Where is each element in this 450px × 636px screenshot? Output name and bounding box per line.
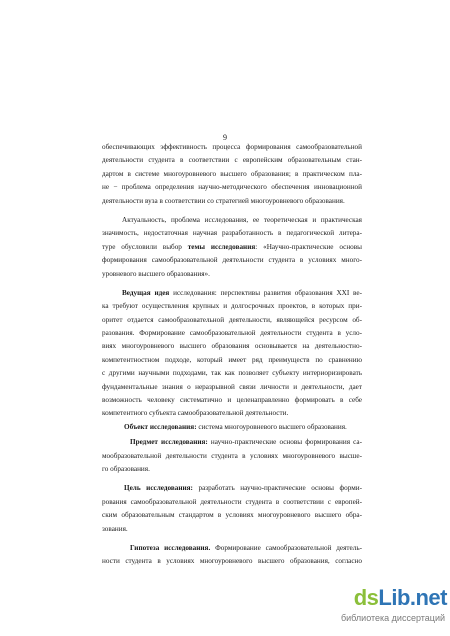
text-line: возможность человеку систематично и целенаправленно формировать в себе <box>102 396 362 405</box>
text-line: Гипотеза исследования. Формирование самообразовательной деятель- <box>130 543 362 552</box>
text-line: разования. Формирование самообразовательной деятельности студента в усло- <box>102 329 362 338</box>
text-line: ским образовательным стандартом в условиях многоуровневого высшего обра- <box>102 511 362 520</box>
text-line: Объект исследования: система многоуровневого высшего образования. <box>124 422 347 431</box>
text-line: Цель исследования: разработать научно-практические основы форми- <box>124 484 363 493</box>
text-line: го образования. <box>102 464 150 473</box>
text-line: оритет отдается самообразовательной деятельности, являющейся ресурсом об- <box>102 315 362 324</box>
document-body <box>102 141 362 569</box>
text-line: Ведущая идея исследования: перспективы развития образования XXI ве- <box>122 288 362 297</box>
bold-term: темы исследования <box>187 242 256 251</box>
text-line: фундаментальные знания о неразрывной связи личности и деятельности, дает <box>102 382 362 391</box>
bold-term: Цель исследования: <box>124 484 193 493</box>
page-number: 9 <box>223 133 227 142</box>
text-line: значимость, недостаточная научная разработанность в педагогической литера- <box>102 229 362 238</box>
text-line: с другими научными подходами, так как позволяет субъекту интериоризировать <box>102 369 362 378</box>
text-line: туре обусловили выбор темы исследования: «Научно-практические основы <box>102 242 362 251</box>
text-line: рования самообразовательной деятельности студента в соответствии с европей- <box>102 497 362 506</box>
text-line: компетентного субъекта самообразовательной деятельности. <box>102 409 289 418</box>
text-line: не − проблема определения научно-методического обеспечения инновационной <box>102 183 362 192</box>
text-line: Предмет исследования: научно-практические основы формирования са- <box>130 438 362 447</box>
text-line: деятельности вуза в соответствии со стратегией многоуровневого образования. <box>102 196 345 205</box>
text-line: компетентностном подходе, который имеет ряд преимуществ по сравнению <box>102 355 362 364</box>
text-line: виях многоуровневого высшего образования основывается на деятельностно- <box>102 342 362 351</box>
dslib-logo: dsLib.net <box>353 585 447 610</box>
dslib-watermark[interactable] <box>340 583 447 631</box>
text-line: формирования самообразовательной деятельности студента в условиях много- <box>102 256 362 265</box>
bold-term: Предмет исследования: <box>130 438 208 447</box>
dslib-subtitle: библиотека диссертаций <box>340 613 445 623</box>
text-line: ности студента в условиях многоуровневого высшего образования, согласно <box>102 557 362 566</box>
text-line: дартом в системе многоуровневого высшего образования; в практическом пла- <box>102 169 362 178</box>
bold-term: Объект исследования: <box>124 422 197 431</box>
text-line: деятельности студента в соответствии с европейским образовательным стан- <box>102 156 362 165</box>
text-line: уровневого высшего образования». <box>102 269 210 278</box>
text-line: ка требуют осуществления крупных и долгосрочных проектов, в которых при- <box>102 302 362 311</box>
text-line: зования. <box>102 524 128 533</box>
text-line: мообразовательной деятельности студента в условиях многоуровневого высше- <box>102 451 362 460</box>
bold-term: Ведущая идея <box>122 288 170 297</box>
bold-term: Гипотеза исследования. <box>130 543 211 552</box>
text-line: Актуальность, проблема исследования, ее теоретическая и практическая <box>122 215 362 224</box>
text-line: обеспечивающих эффективность процесса формирования самообразовательной <box>102 143 362 151</box>
